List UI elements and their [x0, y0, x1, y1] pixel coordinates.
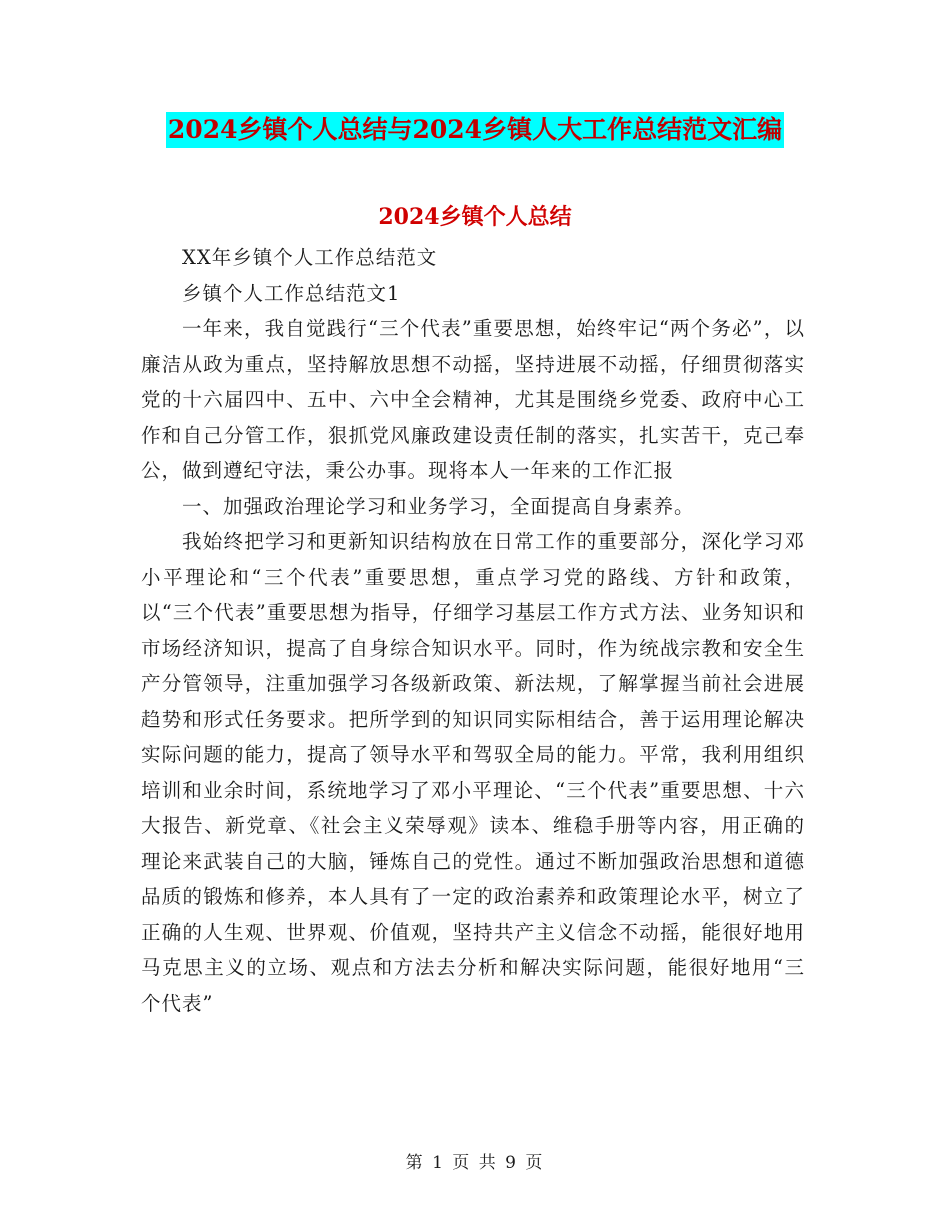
paragraph: 乡镇个人工作总结范文1 [181, 281, 401, 305]
paragraph: 我始终把学习和更新知识结构放在日常工作的重要部分，深化学习邓小平理论和“三个代表”重要思想，重点学习党的路线、方针和政策，以“三个代表”重要思想为指导，仔细学习基层工作方式方法、业务知识和市场经济知识，提高了自身综合知识水平。同时，作为统战宗教和安全生产分管领导，注重加强学习各级新政策、新法规，了解掌握当前社会进展趋势和形式任务要求。把所学到的知识同实际相结合，善于运用理论解决实际问题的能力，提高了领导水平和驾驭全局的能力。平常，我利用组织培训和业余时间，系统地学习了邓小平理论、“三个代表”重要思想、十六大报告、新党章、《社会主义荣辱观》读本、维稳手册等内容，用正确的理论来武装自己的大脑，锤炼自己的党性。通过不断加强政治思想和道德品质的锻炼和修养，本人具有了一定的政治素养和政策理论水平，树立了正确的人生观、世界观、价值观，坚持共产主义信念不动摇，能很好地用马克思主义的立场、观点和方法去分析和解决实际问题，能很好地用“三个代表” [141, 530, 805, 1015]
paragraph: 一年来，我自觉践行“三个代表”重要思想，始终牢记“两个务必”，以廉洁从政为重点，坚持解放思想不动摇，坚持进展不动摇，仔细贯彻落实党的十六届四中、五中、六中全会精神，尤其是围绕乡党委、政府中心工作和自己分管工作，狠抓党风廉政建设责任制的落实，扎实苦干，克己奉公，做到遵纪守法，秉公办事。现将本人一年来的工作汇报 [141, 317, 805, 482]
document-body [141, 240, 805, 1021]
page-footer: 第 1 页 共 9 页 [405, 1153, 545, 1173]
paragraph: XX年乡镇个人工作总结范文 [181, 246, 438, 269]
paragraph: 一、加强政治理论学习和业务学习，全面提高自身素养。 [181, 494, 695, 518]
document-title-wrapper [0, 112, 950, 148]
document-title: 2024乡镇个人总结与2024乡镇人大工作总结范文汇编 [166, 112, 784, 148]
section-title: 2024乡镇个人总结 [378, 204, 572, 230]
